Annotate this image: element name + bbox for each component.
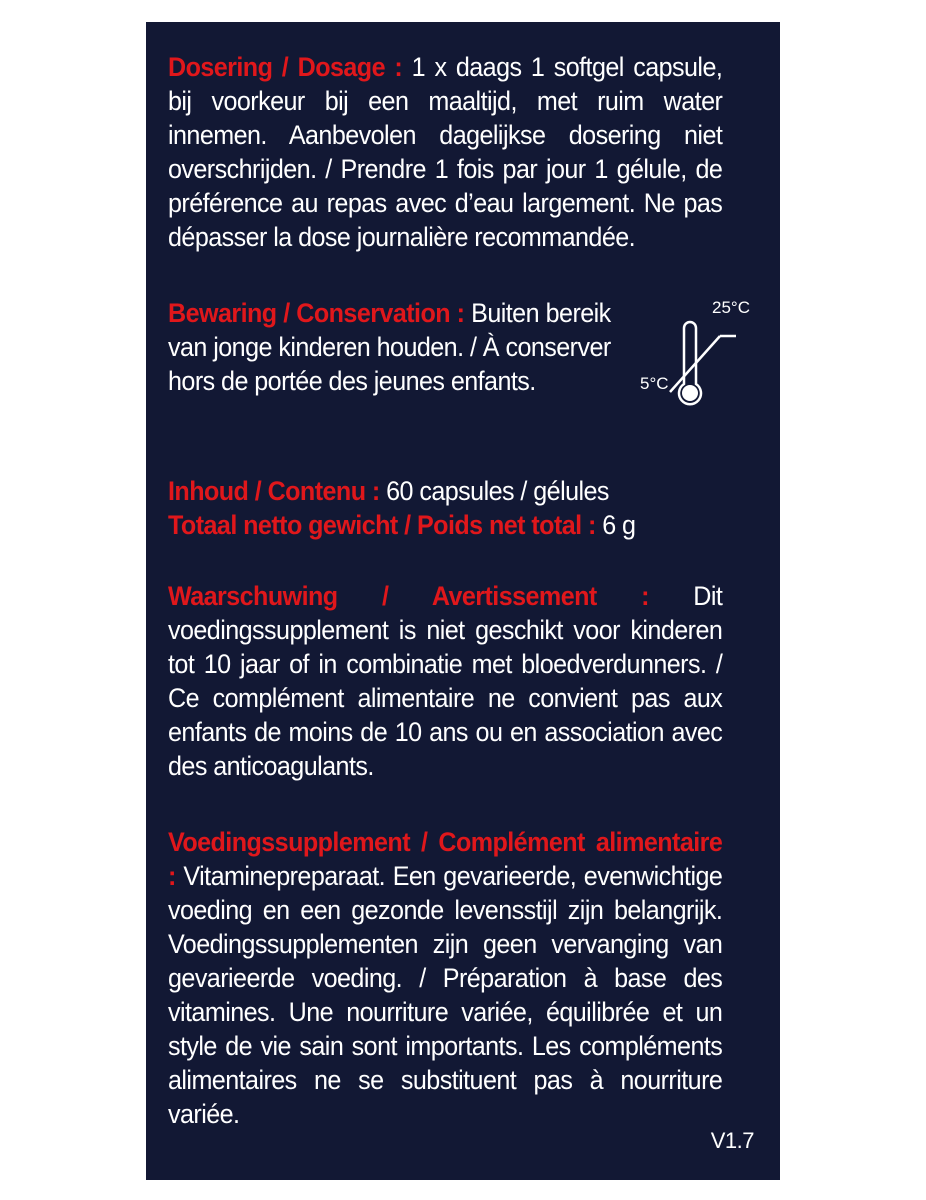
storage-text: Buiten bereik van jonge kinderen houden. / À conserver hors de portée des jeunes enfants.	[168, 298, 611, 396]
storage-label: Bewaring / Conservation :	[168, 298, 465, 328]
contents-line	[168, 474, 722, 508]
dosage-text: 1 x daags 1 softgel capsule, bij voorkeur bij een maaltijd, met ruim water innemen. Aanbevolen dagelijkse dosering niet overschrijden. / Prendre 1 fois par jour 1 gélule, de préférence au repas avec d’eau largement. Ne pas dépasser la dose journalière recommandée.	[168, 52, 723, 252]
warning-label: Waarschuwing / Avertissement :	[168, 581, 649, 611]
storage-section	[168, 296, 611, 398]
version-number: V1.7	[710, 1128, 754, 1153]
label-panel	[146, 22, 780, 1180]
thermometer-icon	[640, 298, 764, 408]
supplement-text: Vitaminepreparaat. Een gevarieerde, evenwichtige voeding en een gezonde levensstijl zijn belangrijk. Voedingssupplementen zijn geen vervanging van gevarieerde voeding. / Préparation à base des vitamines. Une nourriture variée, équilibrée et un style de vie sain sont importants. Les compléments alimentaires ne se substituent pas à nourriture variée.	[168, 861, 723, 1129]
max-temperature: 25°C	[712, 298, 750, 317]
contents-section	[168, 474, 722, 542]
contents-label: Inhoud / Contenu :	[168, 476, 380, 506]
dosage-label: Dosering / Dosage :	[168, 52, 403, 82]
supplement-section	[168, 825, 722, 1131]
dosage-section	[168, 50, 722, 254]
supplement-label: Voedingssupplement / Complément alimentaire :	[168, 827, 723, 891]
weight-line	[168, 508, 722, 542]
weight-label: Totaal netto gewicht / Poids net total :	[168, 510, 596, 540]
contents-text: 60 capsules / gélules	[379, 476, 609, 506]
weight-text: 6 g	[595, 510, 636, 540]
warning-section	[168, 579, 722, 783]
min-temperature: 5°C	[640, 374, 669, 393]
warning-text: Dit voedingssupplement is niet geschikt voor kinderen tot 10 jaar of in combinatie met bloedverdunners. / Ce complément alimentaire ne convient pas aux enfants de moins de 10 ans ou en association avec des anticoagulants.	[168, 581, 723, 781]
